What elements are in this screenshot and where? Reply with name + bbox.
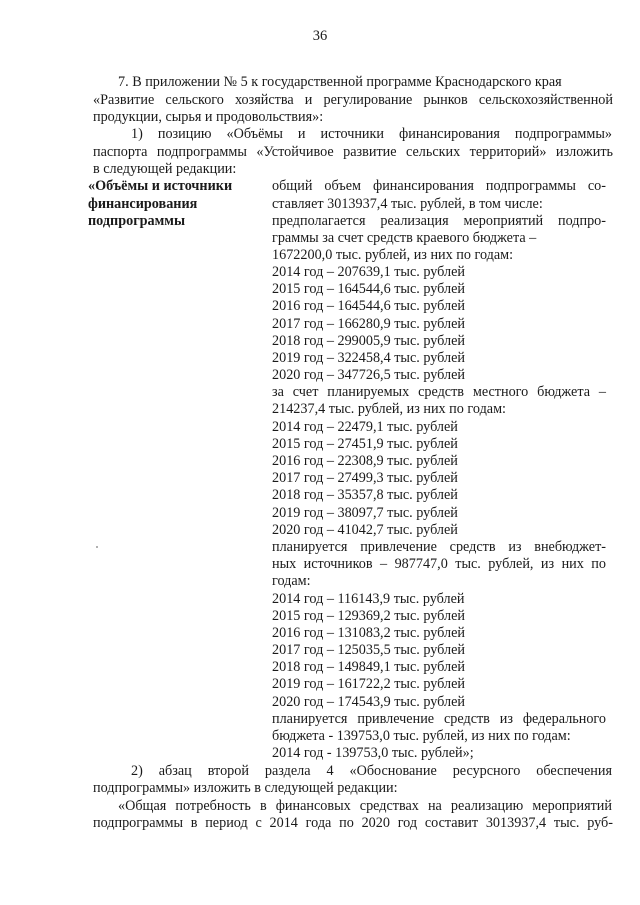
financing-line: 2020 год – 174543,9 тыс. рублей — [272, 694, 465, 710]
intro-line: продукции, сырья и продовольствия»: — [93, 109, 324, 125]
financing-line: 2014 год – 22479,1 тыс. рублей — [272, 419, 458, 435]
financing-line: 214237,4 тыс. рублей, из них по годам: — [272, 401, 507, 417]
financing-line: 2017 год – 125035,5 тыс. рублей — [272, 642, 465, 658]
intro-line: 7. В приложении № 5 к государственной программе Краснодарского края — [118, 74, 562, 90]
financing-line: ставляет 3013937,4 тыс. рублей, в том числе: — [272, 196, 543, 212]
heading-line: финансирования — [88, 196, 198, 212]
scan-speck — [96, 546, 98, 548]
financing-line: 2018 год – 299005,9 тыс. рублей — [272, 333, 465, 349]
intro-line: паспорта подпрограммы «Устойчивое развитие сельских территорий» изложить — [93, 144, 613, 160]
financing-line: 2016 год – 164544,6 тыс. рублей — [272, 298, 465, 314]
financing-line: 2014 год – 116143,9 тыс. рублей — [272, 591, 465, 607]
financing-line: 2014 год – 207639,1 тыс. рублей — [272, 264, 465, 280]
heading-line: подпрограммы — [88, 213, 186, 229]
financing-line: за счет планируемых средств местного бюджета – — [272, 384, 606, 400]
page-number: 36 — [312, 28, 328, 44]
financing-line: 2017 год – 166280,9 тыс. рублей — [272, 316, 465, 332]
intro-line: 1) позицию «Объёмы и источники финансирования подпрограммы» — [131, 126, 612, 142]
financing-line: 1672200,0 тыс. рублей, из них по годам: — [272, 247, 514, 263]
financing-line: годам: — [272, 573, 311, 589]
financing-line: 2015 год – 164544,6 тыс. рублей — [272, 281, 465, 297]
intro-line: «Развитие сельского хозяйства и регулирование рынков сельскохозяйственной — [93, 92, 613, 108]
financing-line: 2019 год – 38097,7 тыс. рублей — [272, 505, 458, 521]
financing-line: 2014 год - 139753,0 тыс. рублей»; — [272, 745, 474, 761]
closing-line: 2) абзац второй раздела 4 «Обоснование ресурсного обеспечения — [131, 763, 612, 779]
closing-line: подпрограммы» изложить в следующей редакции: — [93, 780, 398, 796]
financing-line: 2016 год – 131083,2 тыс. рублей — [272, 625, 465, 641]
financing-line: 2015 год – 129369,2 тыс. рублей — [272, 608, 465, 624]
financing-line: 2019 год – 322458,4 тыс. рублей — [272, 350, 465, 366]
financing-line: бюджета - 139753,0 тыс. рублей, из них по годам: — [272, 728, 571, 744]
financing-line: планируется привлечение средств из внебюджет- — [272, 539, 606, 555]
financing-line: предполагается реализация мероприятий подпро- — [272, 213, 606, 229]
financing-line: граммы за счет средств краевого бюджета – — [272, 230, 537, 246]
closing-line: подпрограммы в период с 2014 года по 2020 год составит 3013937,4 тыс. руб- — [93, 815, 613, 831]
financing-line: планируется привлечение средств из федерального — [272, 711, 606, 727]
financing-line: 2018 год – 35357,8 тыс. рублей — [272, 487, 458, 503]
closing-line: «Общая потребность в финансовых средствах на реализацию мероприятий — [118, 798, 612, 814]
financing-line: 2018 год – 149849,1 тыс. рублей — [272, 659, 465, 675]
intro-line: в следующей редакции: — [93, 161, 237, 177]
financing-line: 2016 год – 22308,9 тыс. рублей — [272, 453, 458, 469]
financing-line: 2017 год – 27499,3 тыс. рублей — [272, 470, 458, 486]
financing-line: общий объем финансирования подпрограммы со- — [272, 178, 606, 194]
financing-line: 2015 год – 27451,9 тыс. рублей — [272, 436, 458, 452]
financing-line: 2019 год – 161722,2 тыс. рублей — [272, 676, 465, 692]
financing-line: 2020 год – 41042,7 тыс. рублей — [272, 522, 458, 538]
heading-line: «Объёмы и источники — [88, 178, 233, 194]
financing-line: ных источников – 987747,0 тыс. рублей, из них по — [272, 556, 606, 572]
financing-line: 2020 год – 347726,5 тыс. рублей — [272, 367, 465, 383]
